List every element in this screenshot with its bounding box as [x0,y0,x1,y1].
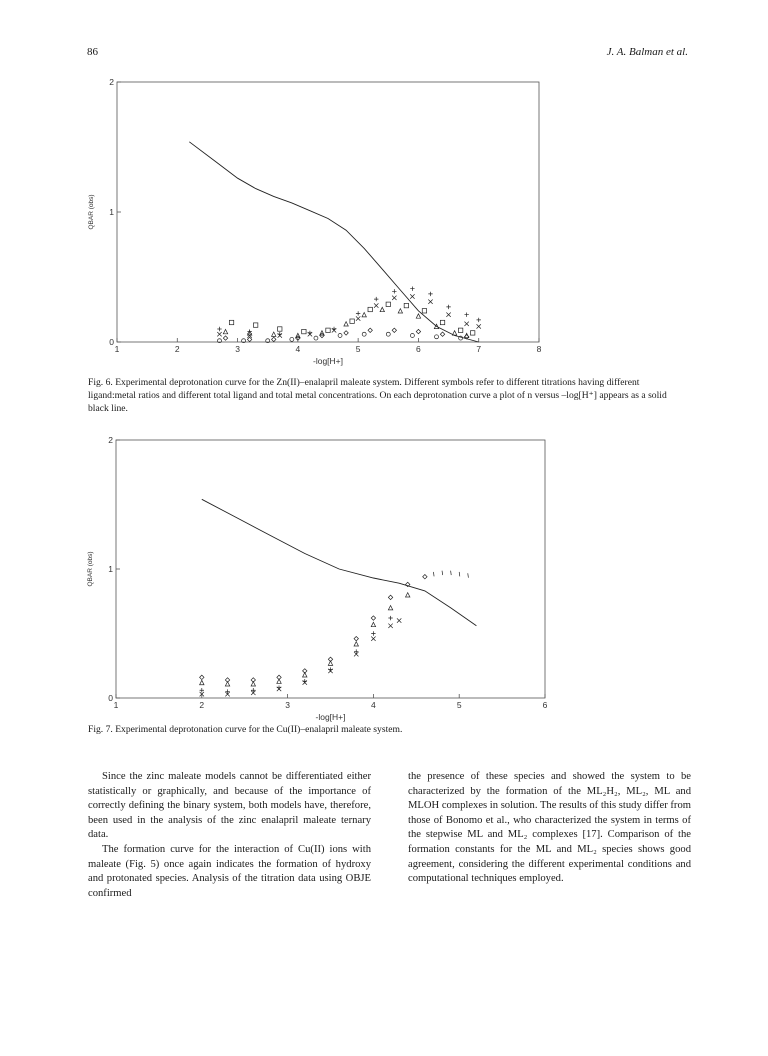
data-point-triangle [328,661,332,665]
data-point-triangle [272,332,276,336]
x-axis-label: -log[H+] [315,712,346,722]
data-point-square [326,328,330,332]
data-point-tick [468,573,469,577]
figure-6-chart [0,70,768,370]
data-point-square [368,307,372,311]
data-point-circle [386,332,390,336]
data-point-diamond [423,575,427,579]
x-tick-label: 5 [456,700,462,710]
data-point-triangle [344,322,348,326]
data-point-plus [374,297,378,301]
data-point-plus [225,689,229,693]
data-point-cross [217,332,221,336]
data-point-square [470,331,474,335]
data-point-diamond [416,329,420,333]
body-column-right [408,770,691,887]
data-point-circle [410,334,414,338]
data-point-triangle [225,682,229,686]
data-point-plus [464,313,468,317]
data-point-triangle [380,307,384,311]
data-point-square [404,303,408,307]
y-tick-label: 0 [108,693,113,703]
data-point-cross [356,316,360,320]
data-point-triangle [200,680,204,684]
data-point-square [440,320,444,324]
data-point-cross [397,618,401,622]
data-point-plus [428,292,432,296]
x-tick-label: 8 [536,344,542,354]
data-point-diamond [371,616,375,620]
x-tick-label: 4 [371,700,376,710]
x-tick-label: 7 [476,344,482,354]
data-point-diamond [247,337,251,341]
x-tick-label: 4 [295,344,301,354]
data-point-diamond [354,636,358,640]
data-point-plus [388,616,392,620]
data-point-diamond [344,331,348,335]
data-point-circle [338,334,342,338]
figure-7-chart [0,432,768,722]
x-tick-label: 3 [235,344,240,354]
data-point-triangle [371,622,375,626]
data-point-diamond [200,675,204,679]
data-point-cross [392,296,396,300]
data-point-cross [371,636,375,640]
y-tick-label: 0 [109,337,114,347]
page-number: 86 [87,46,98,58]
data-point-plus [200,688,204,692]
data-point-triangle [223,329,227,333]
y-tick-label: 2 [108,435,113,445]
figure-7-caption: Fig. 7. Experimental deprotonation curve for the Cu(II)–enalapril maleate system. [88,724,403,735]
data-point-triangle [251,682,255,686]
data-point-plus [410,287,414,291]
data-point-tick [451,571,452,575]
data-point-diamond [440,332,444,336]
data-point-circle [362,332,366,336]
data-point-square [458,328,462,332]
data-point-tick [459,572,460,576]
data-point-plus [251,688,255,692]
data-point-plus [354,649,358,653]
plot-frame [116,440,545,698]
data-point-tick [442,571,443,575]
calculated-curve [189,142,478,342]
x-tick-label: 1 [114,344,120,354]
paragraph: Since the zinc maleate models cannot be differentiated either statistically or graphically, and because of the importance of correctly defining the binary system, both models have, therefore, been used in the analysis of the zinc enalapril maleate ternary data. [88,771,371,841]
data-point-triangle [416,314,420,318]
x-tick-label: 2 [199,700,205,710]
paragraph: The formation curve for the interaction of Cu(II) ions with maleate (Fig. 5) once again indicates the formation of hydroxy and protonated species. Analysis of the titration data using OBJE confirmed [88,843,371,899]
y-tick-label: 2 [109,77,114,87]
data-point-square [229,320,233,324]
data-point-circle [314,336,318,340]
data-point-square [253,323,257,327]
x-axis-label: -log[H+] [313,356,343,366]
data-point-square [350,319,354,323]
data-point-cross [464,322,468,326]
data-point-cross [374,303,378,307]
data-point-plus [356,311,360,315]
data-point-plus [446,305,450,309]
data-point-plus [392,289,396,293]
x-tick-label: 5 [355,344,361,354]
plot-frame [117,82,539,342]
data-point-cross [428,300,432,304]
calculated-curve [202,499,477,626]
data-point-tick [433,572,434,576]
data-point-plus [371,631,375,635]
figure-6-caption: Fig. 6. Experimental deprotonation curve for the Zn(II)–enalapril maleate system. Different symbols refer to different titrations having different ligand:metal ratios and different total ligand and total metal concentrations. On each deprotonation curve a plot of n versus –log[H⁺] appears as a solid black line. [88,377,667,414]
data-point-diamond [392,328,396,332]
body-column-left [88,770,371,901]
data-point-circle [435,335,439,339]
y-tick-label: 1 [109,207,114,217]
y-axis-label: QBAR (obs) [88,194,95,230]
data-point-square [422,309,426,313]
data-point-diamond [223,336,227,340]
data-point-cross [477,324,481,328]
x-tick-label: 2 [174,344,180,354]
paragraph: the presence of these species and showed the system to be characterized by the formation of the ML₂H₂, ML₂, ML and MLOH complexes in solution. The results of this study differ from those of Bonomo et al., who characterized the system in terms of the stepwise ML and ML₂ complexes [17]. Comparison of the formation constants for the ML and ML₂ species shows good agreement, considering the different experimental conditions and computational techniques employed. [408,771,691,885]
data-point-triangle [362,313,366,317]
x-tick-label: 6 [416,344,421,354]
data-point-triangle [354,642,358,646]
data-point-diamond [368,328,372,332]
data-point-triangle [452,331,456,335]
data-point-circle [290,337,294,341]
data-point-cross [410,294,414,298]
data-point-cross [388,624,392,628]
running-head: J. A. Balman et al. [606,46,688,58]
data-point-diamond [388,595,392,599]
data-point-triangle [277,679,281,683]
data-point-triangle [406,593,410,597]
data-point-square [302,329,306,333]
x-tick-label: 6 [542,700,548,710]
data-point-plus [477,318,481,322]
x-tick-label: 1 [113,700,119,710]
data-point-square [386,302,390,306]
data-point-square [278,327,282,331]
data-point-plus [217,327,221,331]
data-point-cross [446,313,450,317]
y-axis-label: QBAR (obs) [87,551,94,587]
x-tick-label: 3 [285,700,290,710]
data-point-triangle [398,309,402,313]
data-point-diamond [272,337,276,341]
y-tick-label: 1 [108,564,113,574]
data-point-triangle [388,606,392,610]
data-point-triangle [303,673,307,677]
